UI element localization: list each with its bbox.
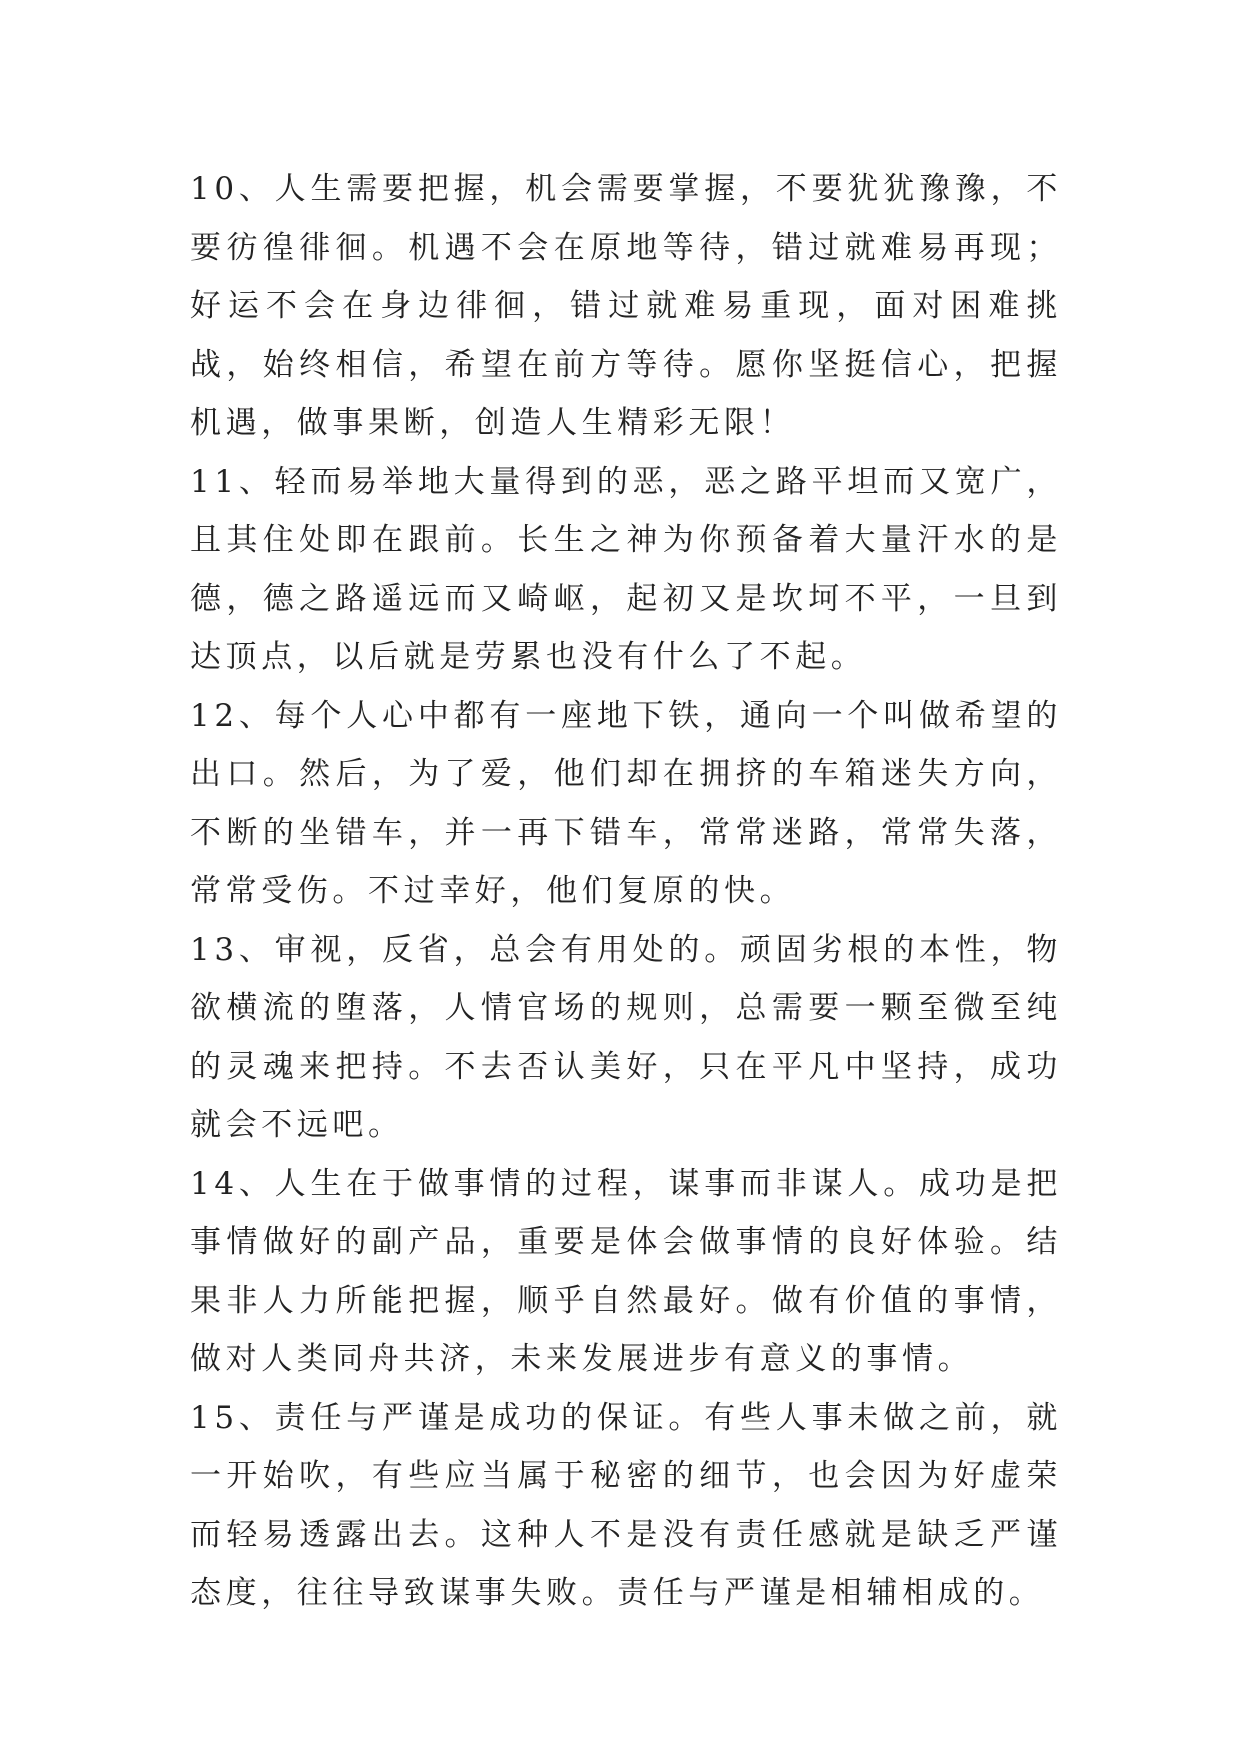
- paragraph-13: 13、审视，反省，总会有用处的。顽固劣根的本性，物欲横流的堕落，人情官场的规则，总需要一颗至微至纯的灵魂来把持。不去否认美好，只在平凡中坚持，成功就会不远吧。: [190, 931, 1062, 1143]
- paragraph-14: 14、人生在于做事情的过程，谋事而非谋人。成功是把事情做好的副产品，重要是体会做事情的良好体验。结果非人力所能把握，顺乎自然最好。做有价值的事情，做对人类同舟共济，未来发展进步有意义的事情。: [190, 1165, 1062, 1377]
- paragraph-15: 15、责任与严谨是成功的保证。有些人事未做之前，就一开始吹，有些应当属于秘密的细节，也会因为好虚荣而轻易透露出去。这种人不是没有责任感就是缺乏严谨态度，往往导致谋事失败。责任与严谨是相辅相成的。: [190, 1399, 1062, 1611]
- paragraph-12: 12、每个人心中都有一座地下铁，通向一个叫做希望的出口。然后，为了爱，他们却在拥挤的车箱迷失方向，不断的坐错车，并一再下错车，常常迷路，常常失落，常常受伤。不过幸好，他们复原的快。: [190, 697, 1062, 909]
- document-body: [190, 160, 1062, 1623]
- paragraph-10: 10、人生需要把握，机会需要掌握，不要犹犹豫豫，不要彷徨徘徊。机遇不会在原地等待，错过就难易再现；好运不会在身边徘徊，错过就难易重现，面对困难挑战，始终相信，希望在前方等待。愿你坚挺信心，把握机遇，做事果断，创造人生精彩无限！: [190, 171, 1062, 441]
- paragraph-11: 11、轻而易举地大量得到的恶，恶之路平坦而又宽广，且其住处即在跟前。长生之神为你预备着大量汗水的是德，德之路遥远而又崎岖，起初又是坎坷不平，一旦到达顶点，以后就是劳累也没有什么了不起。: [190, 463, 1062, 675]
